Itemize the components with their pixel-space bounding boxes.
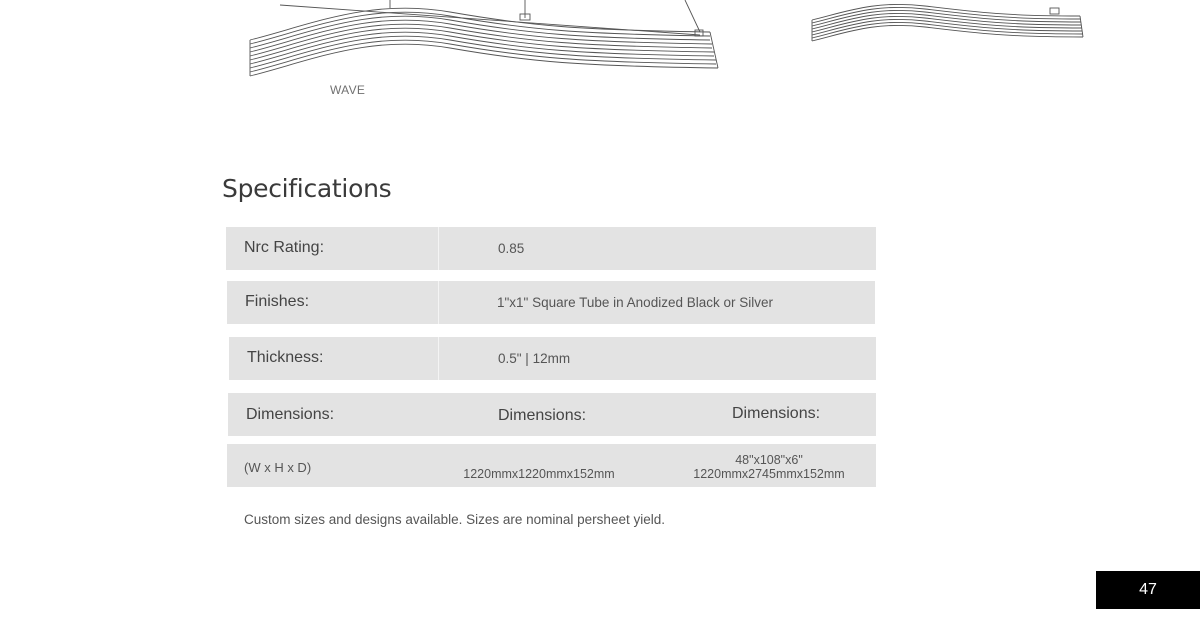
spec-value: 0.5" | 12mm (498, 351, 571, 366)
spec-row-dimensions-header (228, 393, 876, 436)
dimensions-unit-label: (W x H x D) (244, 460, 312, 475)
spec-value: 1"x1" Square Tube in Anodized Black or Silver (497, 295, 773, 310)
footnote: Custom sizes and designs available. Sizes are nominal persheet yield. (244, 512, 665, 527)
page-number-text: 47 (1139, 581, 1157, 598)
dimensions-header-3: Dimensions: (732, 405, 821, 422)
spec-row-nrc-rating (226, 227, 876, 270)
dimensions-col1-metric: 1220mmx1220mmx152mm (463, 467, 615, 481)
spec-row-finishes (227, 281, 875, 324)
wave-panel-illustration-small (805, 0, 1085, 50)
dimensions-col2-imperial: 48"x108"x6" (735, 453, 803, 467)
wave-panel-illustration (240, 0, 730, 85)
row-divider (438, 281, 439, 324)
row-divider (438, 337, 439, 380)
spec-value: 0.85 (498, 241, 525, 256)
dimensions-header-1: Dimensions: (246, 406, 335, 423)
row-divider (438, 227, 439, 270)
spec-label: Nrc Rating: (244, 239, 325, 256)
spec-label: Thickness: (247, 349, 324, 366)
wave-label: WAVE (330, 83, 366, 97)
dimensions-header-2: Dimensions: (498, 407, 587, 424)
page-number (1096, 571, 1200, 609)
dimensions-col2-metric: 1220mmx2745mmx152mm (693, 467, 845, 481)
spec-row-dimensions-values (227, 444, 876, 487)
specifications-title: Specifications (222, 174, 392, 203)
spec-row-thickness (229, 337, 876, 380)
spec-label: Finishes: (245, 293, 310, 310)
